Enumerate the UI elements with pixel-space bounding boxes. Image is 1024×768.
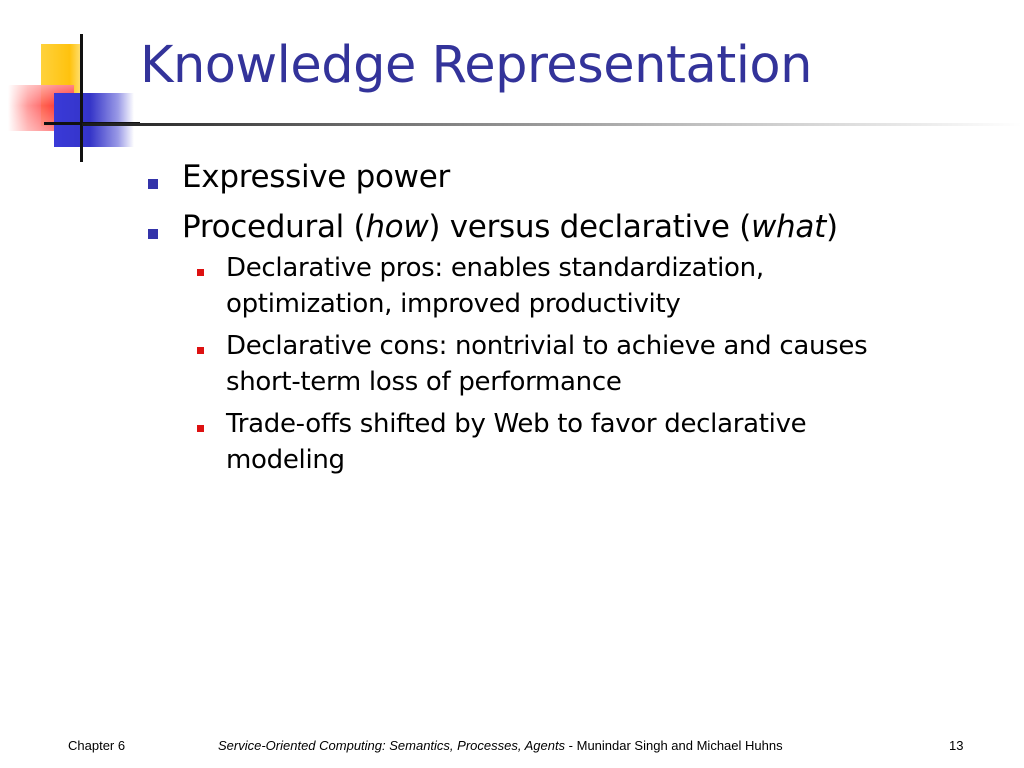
sub-bullet-line: Declarative cons: nontrivial to achieve and causes bbox=[226, 331, 868, 361]
slide-body bbox=[140, 158, 1000, 484]
logo-vertical-line bbox=[80, 34, 83, 162]
footer-book-title: Service-Oriented Computing: Semantics, Processes, Agents bbox=[218, 738, 566, 753]
level2-bullet-marker bbox=[197, 269, 204, 276]
sub-bullet-line: optimization, improved productivity bbox=[226, 289, 681, 319]
footer-authors: Munindar Singh and Michael Huhns bbox=[576, 738, 783, 753]
bullet-text-part: Procedural ( bbox=[182, 209, 366, 245]
bullet-text-part: ) bbox=[825, 209, 838, 245]
footer-separator: - bbox=[565, 738, 577, 753]
bullet-text-emphasis-how: how bbox=[365, 209, 429, 245]
sub-bullet-trade-offs bbox=[140, 406, 1000, 478]
title-underline bbox=[82, 123, 1022, 126]
level1-bullet-marker bbox=[148, 179, 158, 189]
sub-bullet-line: short-term loss of performance bbox=[226, 367, 622, 397]
logo-blue-square bbox=[54, 93, 134, 147]
level1-bullet-marker bbox=[148, 229, 158, 239]
level2-bullet-marker bbox=[197, 425, 204, 432]
footer-citation bbox=[218, 738, 783, 753]
bullet-expressive-power bbox=[140, 158, 1000, 196]
sub-bullet-declarative-pros bbox=[140, 250, 1000, 322]
bullet-text-emphasis-what: what bbox=[751, 209, 826, 245]
sub-bullet-line: Trade-offs shifted by Web to favor declarative bbox=[226, 409, 807, 439]
sub-bullet-list bbox=[140, 250, 1000, 478]
footer-chapter: Chapter 6 bbox=[68, 738, 126, 753]
bullet-procedural-vs-declarative bbox=[140, 208, 1000, 246]
sub-bullet-line: Declarative pros: enables standardization, bbox=[226, 253, 764, 283]
level2-bullet-marker bbox=[197, 347, 204, 354]
slide-logo-decoration bbox=[0, 0, 140, 160]
slide-title: Knowledge Representation bbox=[140, 36, 812, 95]
footer-page-number: 13 bbox=[949, 738, 964, 753]
bullet-text: Expressive power bbox=[182, 159, 450, 195]
bullet-text-part: ) versus declarative ( bbox=[428, 209, 751, 245]
sub-bullet-line: modeling bbox=[226, 445, 345, 475]
sub-bullet-declarative-cons bbox=[140, 328, 1000, 400]
